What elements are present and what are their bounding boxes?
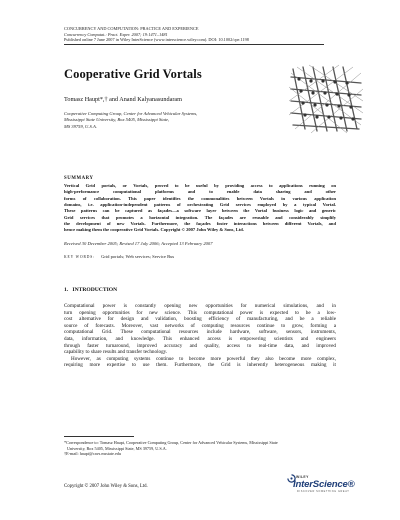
publisher-tagline: DISCOVER SOMETHING GREAT [297,490,350,493]
affiliation-line: Cooperative Computing Group, Center for Advanced Vehicular Systems, [64,111,198,116]
copyright-notice: Copyright © 2007 John Wiley & Sons, Ltd. [64,484,148,489]
abstract-line: the development of new Vortals. Furthermore, the façades foster interactions between different Vortals, and [64,221,336,227]
journal-name: CONCURRENCY AND COMPUTATION: PRACTICE AND EXPERIENCE [64,26,199,31]
footnote-rule [64,436,134,437]
affiliation-line: Mississippi State University, Box 5405, Mississippi State, [64,117,170,123]
author-list: Tomasz Haupt*,† and Anand Kalyanasundaram [64,96,182,103]
grid-lattice-figure [287,63,365,135]
affiliation [64,111,264,130]
body-line: cost alternative for design and validation, boosting efficiency of manufacturing, and be a reliable [64,316,336,323]
body-line: requiring more expertise to use them. Furthermore, the Grid is inherently heterogeneous making it [64,362,336,369]
introduction-text [64,303,336,369]
publisher-logo-top: WILEY [296,475,309,479]
summary-heading: SUMMARY [64,176,94,181]
body-line: turn opening opportunities for new science. This computational power is expected to be a low- [64,309,336,316]
body-line: Computational power is constantly opening new opportunities for numerical simulations, and in [64,303,336,309]
abstract-line: high-performance computational platforms and to enable data sharing and other [64,189,336,195]
footnotes [64,440,336,457]
keywords-label: KEY WORDS: [64,255,96,259]
received-dates: Received 30 December 2005; Revised 17 July 2006; Accepted 13 February 2007 [64,241,213,246]
body-line: source of forecasts. Moreover, vast networks of computing resources continue to grow, forming a [64,322,336,329]
body-line: computational Grid. These computational resources include hardware, software, sensors, instruments, [64,329,336,336]
abstract-line: These patterns can be captured as façades—a software layer between the Vortal business logic and generic [64,208,336,214]
body-line: capability to share results and transfer technology. [64,349,168,356]
body-line: through faster turnaround, improved accuracy and quality, access to real-time data, and improved [64,342,336,349]
body-line: However, as computing systems continue to become more powerful they also become more complex, [71,355,336,362]
abstract-line: Grid services that promotes a horizontal integration. The façades are reusable and considerably simplify [64,214,336,220]
publication-info: Published online 7 June 2007 in Wiley InterScience (www.interscience.wiley.com). DOI: 10.1002/cpe.1198 [64,37,249,42]
footnote-line: University, Box 5405, Mississippi State, MS 39759, U.S.A. [67,445,167,451]
body-line: data, information, and knowledge. This enhanced access is empowering scientists and engineers [64,335,336,342]
abstract-text [64,183,336,234]
journal-citation: Concurrency Computat.: Pract. Exper. 2007; 19:1471–1481 [64,31,168,37]
affiliation-line: MS 39759, U.S.A. [64,123,97,129]
publisher-logo: InterScience® [293,479,355,490]
abstract-line: domains, i.e. application-independent patterns of orchestrating Grid services employed by a typical Vortal. [64,202,336,208]
section-heading: 1. INTRODUCTION [64,287,118,293]
abstract-line: forms of collaboration. This paper identifies the commonalities between Vortals in various application [64,195,336,201]
footnote-line: †E-mail: haupt@cavs.msstate.edu [64,451,121,457]
header-rule [64,44,324,45]
paper-title: Cooperative Grid Vortals [64,67,202,81]
abstract-line: hence making them the cooperative Grid Vortals. Copyright © 2007 John Wiley & Sons, Ltd. [64,227,244,233]
footnote-line: *Correspondence to: Tomasz Haupt, Cooperative Computing Group, Center for Advanced Vehicular Systems, Mississippi State [64,440,278,445]
keywords [64,254,174,259]
keywords-value: Grid portals; Web services; Service Bus [101,254,175,259]
abstract-line: Vertical Grid portals, or Vortals, proved to be useful by providing access to applications running on [64,183,336,188]
